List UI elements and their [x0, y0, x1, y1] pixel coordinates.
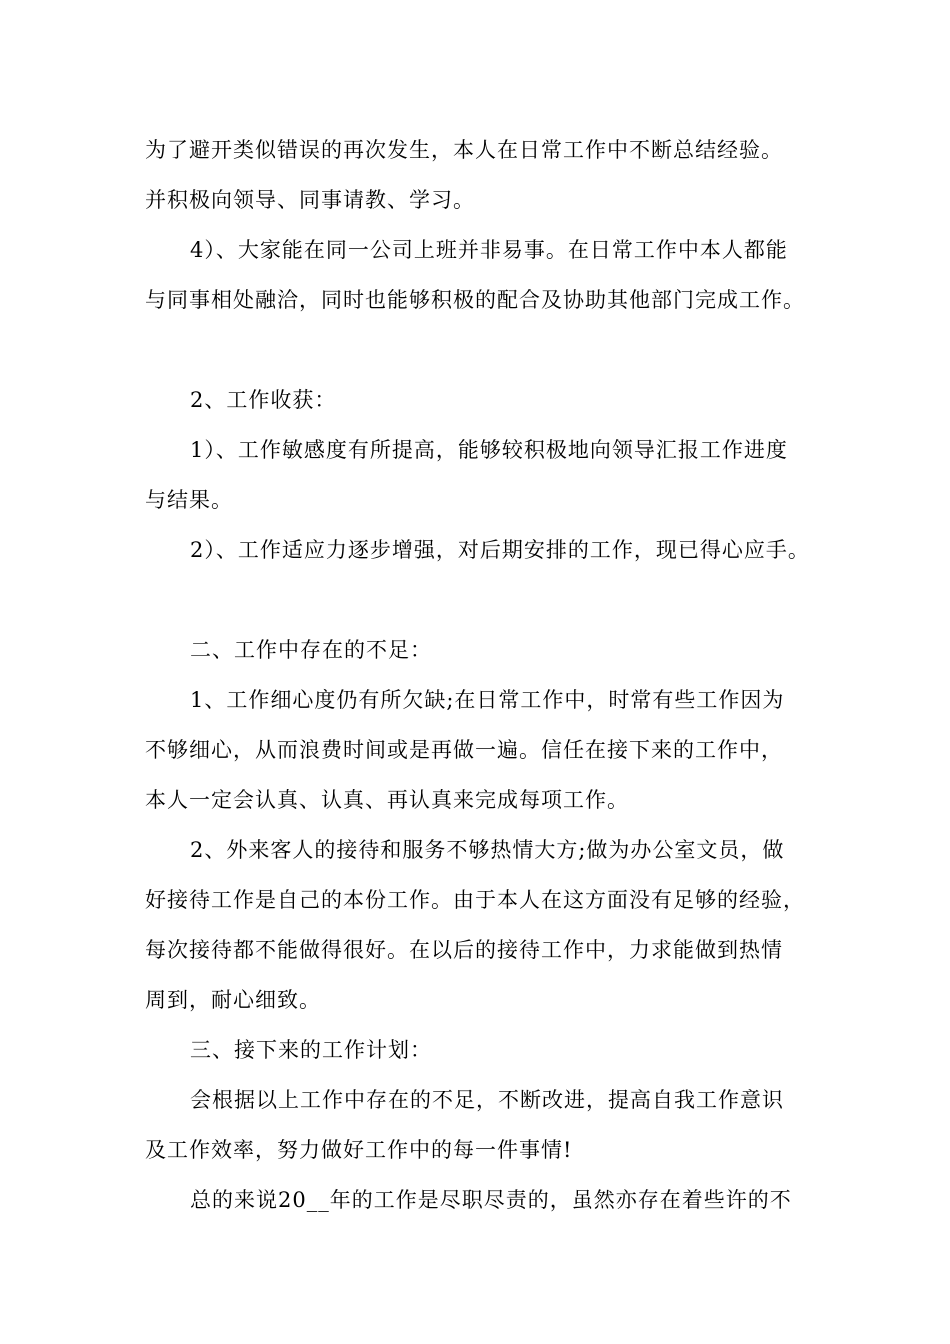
- text-line: 本人一定会认真、认真、再认真来完成每项工作。: [145, 788, 629, 812]
- text-line: 为了避开类似错误的再次发生，本人在日常工作中不断总结经验。: [145, 138, 783, 162]
- text-line: 会根据以上工作中存在的不足，不断改进，提高自我工作意识: [190, 1088, 784, 1112]
- section-heading: 二、工作中存在的不足：: [190, 638, 432, 662]
- text-line: 好接待工作是自己的本份工作。由于本人在这方面没有足够的经验，: [145, 888, 805, 912]
- section-heading: 三、接下来的工作计划：: [190, 1038, 432, 1062]
- text-line: 与同事相处融洽，同时也能够积极的配合及协助其他部门完成工作。: [145, 288, 805, 312]
- text-line: 周到，耐心细致。: [145, 988, 321, 1012]
- text-line: 4）、大家能在同一公司上班并非易事。在日常工作中本人都能: [190, 238, 788, 262]
- section-heading: 2、工作收获：: [190, 388, 337, 412]
- text-line: 每次接待都不能做得很好。在以后的接待工作中，力求能做到热情: [145, 938, 783, 962]
- text-line: 并积极向领导、同事请教、学习。: [145, 188, 475, 212]
- text-line: 总的来说20__年的工作是尽职尽责的，虽然亦存在着些许的不: [190, 1188, 792, 1212]
- text-line: 1）、工作敏感度有所提高，能够较积极地向领导汇报工作进度: [190, 438, 788, 462]
- text-line: 1、工作细心度仍有所欠缺;在日常工作中，时常有些工作因为: [190, 688, 785, 712]
- text-line: 及工作效率，努力做好工作中的每一件事情!: [145, 1138, 573, 1162]
- text-line: 不够细心，从而浪费时间或是再做一遍。信任在接下来的工作中，: [145, 738, 783, 762]
- text-line: 2）、工作适应力逐步增强，对后期安排的工作，现已得心应手。: [190, 538, 810, 562]
- text-line: 2、外来客人的接待和服务不够热情大方;做为办公室文员，做: [190, 838, 785, 862]
- text-line: 与结果。: [145, 488, 233, 512]
